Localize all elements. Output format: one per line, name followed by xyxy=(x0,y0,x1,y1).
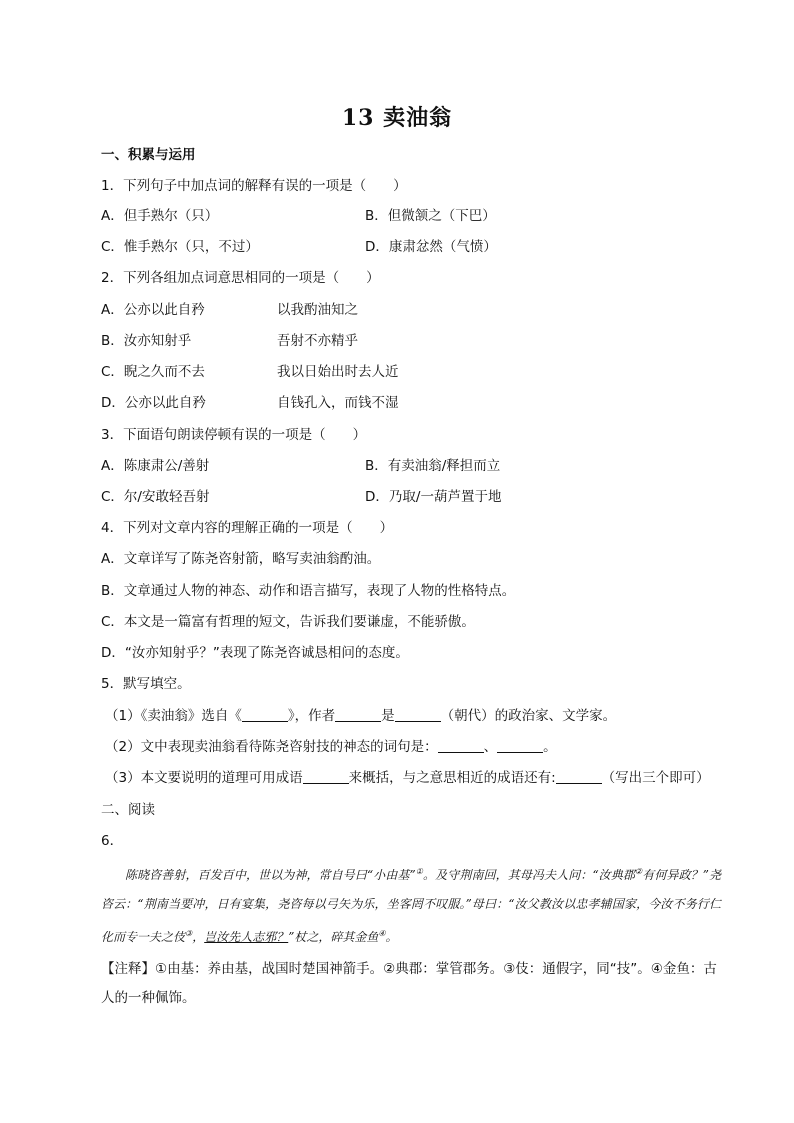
question-5-item-2 xyxy=(105,737,557,757)
item-1-text-c: 是 xyxy=(381,708,395,724)
question-2-option-c: C．睨之久而不去 xyxy=(101,364,205,380)
blank-idiom[interactable] xyxy=(303,769,349,784)
question-2-option-a-pair: 以我酌油知之 xyxy=(277,302,358,318)
question-6-number: 6． xyxy=(101,833,124,849)
underlined-sentence: 岂汝先人志邪？ xyxy=(204,930,289,944)
footnote-marker-3: ③ xyxy=(185,929,193,938)
question-3-option-a: A．陈康肃公/善射 xyxy=(101,458,210,474)
item-2-text-a: （2）文中表现卖油翁看待陈尧咨射技的神态的词句是： xyxy=(105,739,438,755)
question-2-option-d-pair: 自钱孔入，而钱不湿 xyxy=(277,395,399,411)
footnote-marker-1: ① xyxy=(415,867,424,876)
question-5-item-1 xyxy=(105,706,616,726)
question-4-option-d: D．“汝亦知射乎？”表现了陈尧咨诚恳相问的态度。 xyxy=(101,645,409,661)
question-1-option-c: C．惟手熟尔（只，不过） xyxy=(101,239,259,255)
reading-passage xyxy=(101,857,721,952)
section-heading-reading: 二、阅读 xyxy=(101,802,155,818)
blank-source-book[interactable] xyxy=(242,707,288,722)
passage-text-4: ， xyxy=(192,930,205,944)
question-1-option-a: A．但手熟尔（只） xyxy=(101,208,219,224)
question-5-item-3 xyxy=(105,768,710,788)
item-3-text-c: （写出三个即可） xyxy=(601,770,710,786)
blank-expression-1[interactable] xyxy=(438,738,484,753)
page-title: 13 卖油翁 xyxy=(341,105,453,131)
annotation-notes: 【注释】①由基：养由基，战国时楚国神箭手。②典郡：掌管郡务。③伎：通假字，同“技”。④金鱼：古人的一种佩饰。 xyxy=(101,961,717,1006)
question-5-stem: 5．默写填空。 xyxy=(101,676,191,692)
question-3-option-b: B．有卖油翁/释担而立 xyxy=(365,458,501,474)
passage-text-6: ”杖之，碎其金鱼 xyxy=(288,930,379,944)
question-3-option-d: D．乃取/一葫芦置于地 xyxy=(365,489,502,505)
blank-dynasty[interactable] xyxy=(395,707,441,722)
item-2-text-b: 、 xyxy=(483,739,498,755)
question-3-stem: 3．下面语句朗读停顿有误的一项是（ ） xyxy=(101,427,367,443)
passage-text-2: 。及守荆南回，其母冯夫人问：“汝典郡 xyxy=(423,868,635,882)
question-1-option-d: D．康肃忿然（气愤） xyxy=(365,239,497,255)
question-2-option-b-pair: 吾射不亦精乎 xyxy=(277,333,358,349)
item-3-text-b: 来概括，与之意思相近的成语还有: xyxy=(348,770,556,786)
blank-similar-idioms[interactable] xyxy=(556,769,602,784)
question-2-option-d: D．公亦以此自矜 xyxy=(101,395,206,411)
question-1-option-b: B．但微颔之（下巴） xyxy=(365,208,496,224)
passage-text-7: 。 xyxy=(385,930,398,944)
question-4-option-b: B．文章通过人物的神态、动作和语言描写，表现了人物的性格特点。 xyxy=(101,583,516,599)
question-4-option-a: A．文章详写了陈尧咨射箭，略写卖油翁酌油。 xyxy=(101,551,381,567)
question-1-stem: 1．下列句子中加点词的解释有误的一项是（ ） xyxy=(101,178,407,194)
question-4-option-c: C．本文是一篇富有哲理的短文，告诉我们要谦虚，不能骄傲。 xyxy=(101,614,475,630)
item-3-text-a: （3）本文要说明的道理可用成语 xyxy=(105,770,303,786)
question-3-option-c: C．尔/安敢轻吾射 xyxy=(101,489,210,505)
blank-author[interactable] xyxy=(335,707,381,722)
question-2-option-b: B．汝亦知射乎 xyxy=(101,333,192,349)
item-2-text-c: 。 xyxy=(543,739,557,755)
question-2-option-a: A．公亦以此自矜 xyxy=(101,302,205,318)
passage-text-1: 陈晓咨善射，百发百中，世以为神，常自号曰“小由基” xyxy=(125,868,416,882)
item-1-text-a: （1）《卖油翁》选自《 xyxy=(105,708,242,724)
question-2-option-c-pair: 我以日始出时去人近 xyxy=(277,364,399,380)
passage-text-3: 有何异政？”尧咨云：“荆南当要冲，日有宴集，尧咨每以弓矢为乐，坐客罔不叹服。”母曰：“汝父教汝以忠孝辅国家，今汝不务行仁化而专一夫之伎 xyxy=(101,868,722,944)
item-1-text-d: （朝代）的政治家、文学家。 xyxy=(440,708,617,724)
question-4-stem: 4．下列对文章内容的理解正确的一项是（ ） xyxy=(101,520,394,536)
question-2-stem: 2．下列各组加点词意思相同的一项是（ ） xyxy=(101,270,380,286)
section-heading-accumulation: 一、积累与运用 xyxy=(101,147,196,163)
footnote-marker-2: ② xyxy=(634,867,643,876)
blank-expression-2[interactable] xyxy=(497,738,543,753)
footnote-marker-4: ④ xyxy=(378,929,386,938)
item-1-text-b: 》，作者 xyxy=(287,708,336,724)
